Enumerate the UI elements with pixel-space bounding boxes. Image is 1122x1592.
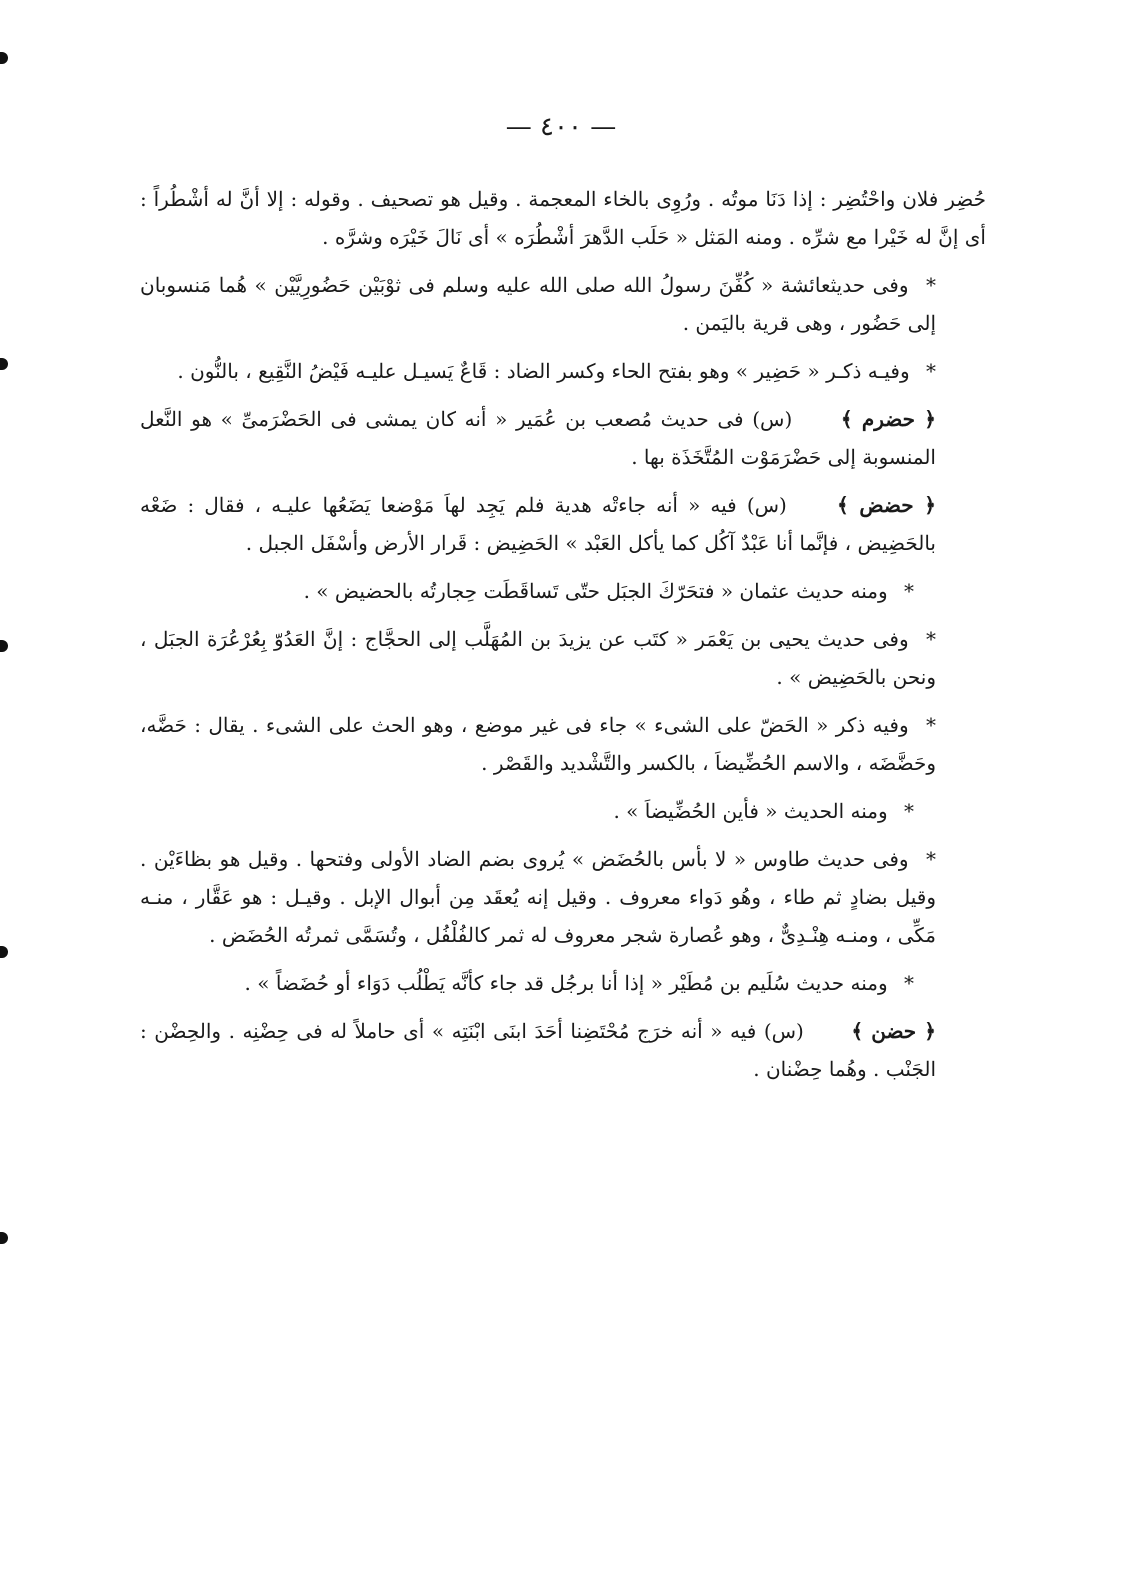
- paragraph: [140, 840, 986, 954]
- asterisk-marker: *: [926, 847, 937, 871]
- entry-headword: ﴿ حضرم ﴾: [840, 407, 936, 431]
- binding-mark: [0, 52, 8, 64]
- paragraph-text: (س) فى حديث مُصعب بن عُمَير « أنه كان يمشى فى الحَضْرَمىِّ » هو النَّعل المنسوبة إلى حَضْرَمَوْت المُتَّخَذَة بها .: [140, 407, 936, 469]
- entry-paragraph: [140, 1012, 986, 1088]
- paragraph-text: ومنه الحديث « فأين الحُضِّيضاَ » .: [613, 799, 888, 823]
- binding-mark: [0, 946, 8, 958]
- page-number: — ٤٠٠ —: [505, 112, 617, 142]
- paragraph-text: ومنه حديث سُلَيم بن مُطَيْر « إذا أنا برجُل قد جاء كأنَّه يَطْلُب دَوَاء أو حُضَضاً » .: [244, 971, 888, 995]
- asterisk-marker: *: [904, 579, 914, 603]
- asterisk-marker: *: [926, 273, 937, 297]
- paragraph: [140, 964, 986, 1002]
- asterisk-marker: *: [926, 359, 936, 383]
- paragraph: [140, 180, 986, 256]
- paragraph-text: وفيه ذكر « الحَضّ على الشىء » جاء فى غير موضع ، وهو الحث على الشىء . يقال : حَضَّه، وحَضَّضَه ، والاسم الحُضِّيضاَ ، بالكسر والتَّشْديد والقَصْر .: [140, 713, 936, 775]
- paragraph: [140, 620, 986, 696]
- asterisk-marker: *: [904, 971, 914, 995]
- paragraph: [140, 572, 986, 610]
- paragraph-text: وفى حديث طاوس « لا بأس بالحُضَض » يُروى بضم الضاد الأولى وفتحها . وقيل هو بظاءَيْن . وقيل بضادٍ ثم طاء ، وهُو دَواء معروف . وقيل إنه يُعقَد مِن أبوال الإبل . وقيـل : هو عَقَّار ، منـه مَكِّى ، ومنـه هِنْـدِىٌّ ، وهو عُصارة شجر معروف له ثمر كالفُلْفُل ، وتُسَمَّى ثمرتُه الحُضَض .: [140, 847, 936, 947]
- paragraph: [140, 706, 986, 782]
- entry-paragraph: [140, 486, 986, 562]
- entry-headword: ﴿ حضن ﴾: [851, 1019, 937, 1043]
- body-text: [140, 180, 986, 1098]
- paragraph: [140, 266, 986, 342]
- paragraph: [140, 352, 986, 390]
- paragraph: [140, 792, 986, 830]
- paragraph-text: (س) فيه « أنه خرَج مُحْتَضِنا أحَدَ ابنَى ابْنَتِه » أى حاملاً له فى حِضْنِه . والحِضْن : الجَنْب . وهُما حِضْنان .: [140, 1019, 936, 1081]
- paragraph-text: (س) فيه « أنه جاءتْه هدية فلم يَجِد لهاَ مَوْضعا يَضَعُها عليـه ، فقال : ضَعْه بالحَضِيض ، فإنَّما أنا عَبْدٌ آكُل كما يأكل العَبْد » الحَضِيض : قَرار الأرض وأسْفَل الجبل .: [140, 493, 936, 555]
- paragraph-text: وفيـه ذكـر « حَضِير » وهو بفتح الحاء وكسر الضاد : قَاعٌ يَسيـل عليـه فَيْضُ النَّقِيع ، بالنُّون .: [177, 359, 910, 383]
- binding-mark: [0, 358, 8, 370]
- paragraph-text: وفى حديثعائشة « كُفِّنَ رسولُ الله صلى الله عليه وسلم فى ثوْبَيْن حَضُورِيَّيْن » هُما مَنسوبان إلى حَضُور ، وهى قرية باليَمن .: [140, 273, 936, 335]
- binding-mark: [0, 1232, 8, 1244]
- asterisk-marker: *: [926, 627, 936, 651]
- binding-mark: [0, 640, 8, 652]
- entry-headword: ﴿ حضض ﴾: [836, 493, 936, 517]
- paragraph-text: حُضِر فلان واحْتُضِر : إذا دَنَا موتُه . ورُوِى بالخاء المعجمة . وقيل هو تصحيف . وقوله : إلا أنَّ له أشْطُراً : أى إنَّ له خَيْرا مع شرِّه . ومنه المَثل « حَلَب الدَّهرَ أشْطُرَه » أى نَالَ خَيْرَه وشرَّه .: [140, 187, 986, 249]
- entry-paragraph: [140, 400, 986, 476]
- paragraph-text: وفى حديث يحيى بن يَعْمَر « كتَب عن يزيدَ بن المُهَلَّب إلى الحجَّاج : إنَّ العَدُوّ بِعُرْعُرَة الجبَل ، ونحن بالحَضِيض » .: [140, 627, 936, 689]
- paragraph-text: ومنه حديث عثمان « فتحَرّكَ الجبَل حتّى تَساقَطَت حِجارتُه بالحضيض » .: [303, 579, 888, 603]
- asterisk-marker: *: [904, 799, 914, 823]
- asterisk-marker: *: [926, 713, 937, 737]
